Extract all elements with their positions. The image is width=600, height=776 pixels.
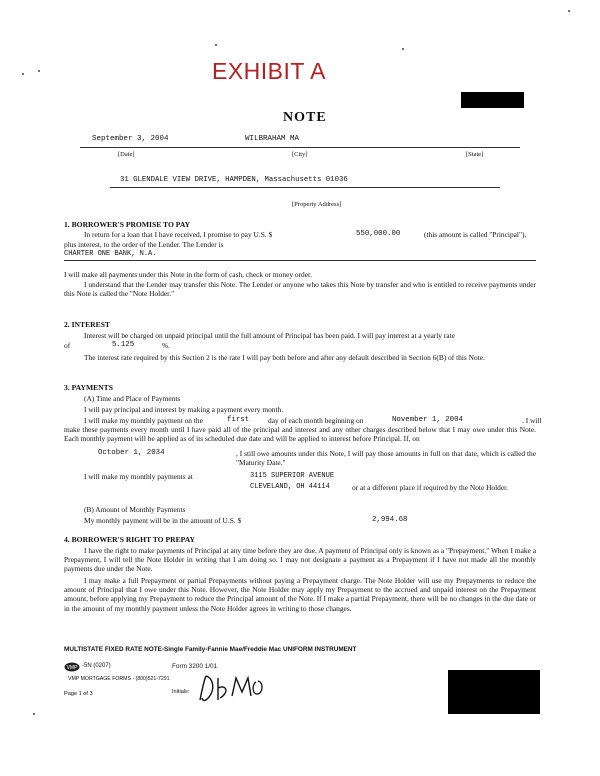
- subheading-b: (B) Amount of Monthly Payments: [84, 505, 186, 514]
- initials-label: Initials:: [172, 689, 190, 695]
- note-date: September 3, 2004: [92, 135, 169, 143]
- document-title: NOTE: [283, 110, 327, 125]
- scan-speck: [402, 48, 404, 50]
- section3-a4-post: or at a different place if required by the Note Holder.: [352, 483, 509, 492]
- section3-a3: make these payments every month until I have paid all of the principal and interest and any other charges described below that I may owe under this Note. Each monthly payment will be applied as of its scheduled due date and will be applied to interest before Principal. If, on: [64, 425, 536, 444]
- section2-heading: 2. INTEREST: [64, 320, 111, 329]
- svg-text:VMP: VMP: [66, 665, 78, 671]
- address-rule: [110, 187, 500, 188]
- payment-day: first: [227, 416, 250, 424]
- section2-of: of: [64, 341, 71, 350]
- vmp-logo-icon: [64, 662, 80, 672]
- state-caption: [State]: [466, 151, 484, 158]
- principal-amount: 550,000.00: [356, 230, 401, 238]
- page-number: Page 1 of 3: [64, 691, 93, 697]
- section3-a2-post: . I will: [522, 416, 542, 425]
- section1-para3: I understand that the Lender may transfer this Note. The Lender or anyone who takes this Note by transfer and who is entitled to receive payments under this Note is called the "Note Holder.": [64, 280, 536, 299]
- section2-para1: Interest will be charged on unpaid principal until the full amount of Principal has been paid. I will pay interest at a yearly rate: [84, 331, 455, 340]
- payment-address-line1: 3115 SUPERIOR AVENUE: [250, 472, 335, 480]
- scan-speck: [22, 73, 24, 75]
- property-address: 31 GLENDALE VIEW DRIVE, HAMPDEN, Massachusetts 01036: [120, 176, 348, 184]
- monthly-payment-amount: 2,994.68: [372, 516, 408, 524]
- form-number: Form 3200 1/01: [172, 663, 218, 670]
- section1-line2: plus interest, to the order of the Lender. The Lender is: [64, 240, 224, 249]
- section3-a2-mid: day of each month beginning on: [268, 416, 364, 425]
- address-caption: [Property Address]: [292, 201, 342, 208]
- section3-a3-post: , I still owe amounts under this Note, I will pay those amounts in full on that date, which is called the "Maturity Date.": [236, 449, 536, 468]
- interest-rate: 5.125: [112, 341, 135, 349]
- section2-para2: The interest rate required by this Section 2 is the rate I will pay both before and after any default described in Section 6(B) of this Note.: [84, 353, 485, 362]
- scan-speck: [568, 10, 570, 12]
- lender-rule: [64, 260, 536, 261]
- payment-address-line2: CLEVELAND, OH 44114: [250, 483, 330, 491]
- form-code: -5N (0207): [82, 663, 111, 669]
- scan-speck: [215, 44, 217, 46]
- lender-name: CHARTER ONE BANK, N.A.: [64, 250, 157, 258]
- date-caption: [Date]: [118, 151, 135, 158]
- section1-heading: 1. BORROWER'S PROMISE TO PAY: [64, 220, 191, 229]
- section3-a4-pre: I will make my monthly payments at: [84, 472, 193, 481]
- section3-a2-pre: I will make my monthly payment on the: [84, 416, 203, 425]
- subheading-a: (A) Time and Place of Payments: [84, 394, 181, 403]
- principal-label: (this amount is called "Principal"),: [424, 230, 527, 239]
- exhibit-label: EXHIBIT A: [212, 58, 327, 84]
- city-caption: [City]: [292, 151, 308, 158]
- scan-speck: [33, 713, 35, 715]
- vmp-forms-line: VMP MORTGAGE FORMS - (800)521-7291: [68, 676, 170, 682]
- section3-a1: I will pay principal and interest by making a payment every month.: [84, 405, 284, 414]
- handwritten-initials: [196, 670, 268, 710]
- section1-para2: I will make all payments under this Note in the form of cash, check or money order.: [64, 270, 312, 279]
- section3-b1: My monthly payment will be in the amount of U.S. $: [84, 516, 242, 525]
- section4-para2: I may make a full Prepayment or partial Prepayments without paying a Prepayment charge. The Note Holder will use my Prepayments to reduce the amount of Principal that I owe under this Note. However, the Note Holder may apply my Prepayment to the accrued and unpaid interest on the Prepayment amount, before applying my Prepayment to reduce the Principal amount of the Note. If I make a partial Prepayment, there will be no changes in the due date or in the amount of my monthly payment unless the Note Holder agrees in writing to those changes.: [64, 576, 536, 613]
- instrument-title: MULTISTATE FIXED RATE NOTE-Single Family-Fannie Mae/Freddie Mac UNIFORM INSTRUMENT: [64, 646, 357, 653]
- redaction-box-top: [461, 92, 524, 108]
- scan-speck: [38, 70, 40, 72]
- note-city: WILBRAHAM MA: [245, 135, 300, 143]
- section3-heading: 3. PAYMENTS: [64, 383, 113, 392]
- section4-heading: 4. BORROWER'S RIGHT TO PREPAY: [64, 535, 196, 544]
- section4-para1: I have the right to make payments of Principal at any time before they are due. A payment of Principal only is known as a "Prepayment." When I make a Prepayment, I will tell the Note Holder in writing that I am doing so. I may not designate a payment as a Prepayment if I have not made all the monthly payments due under the Note.: [64, 546, 536, 574]
- maturity-date: October 1, 2034: [98, 449, 165, 457]
- section1-line1: In return for a loan that I have received, I promise to pay U.S. $: [84, 230, 273, 239]
- first-payment-date: November 1, 2004: [392, 416, 463, 424]
- interest-pct: %.: [162, 341, 171, 350]
- header-rule: [80, 147, 520, 148]
- redaction-box-bottom: [448, 670, 540, 714]
